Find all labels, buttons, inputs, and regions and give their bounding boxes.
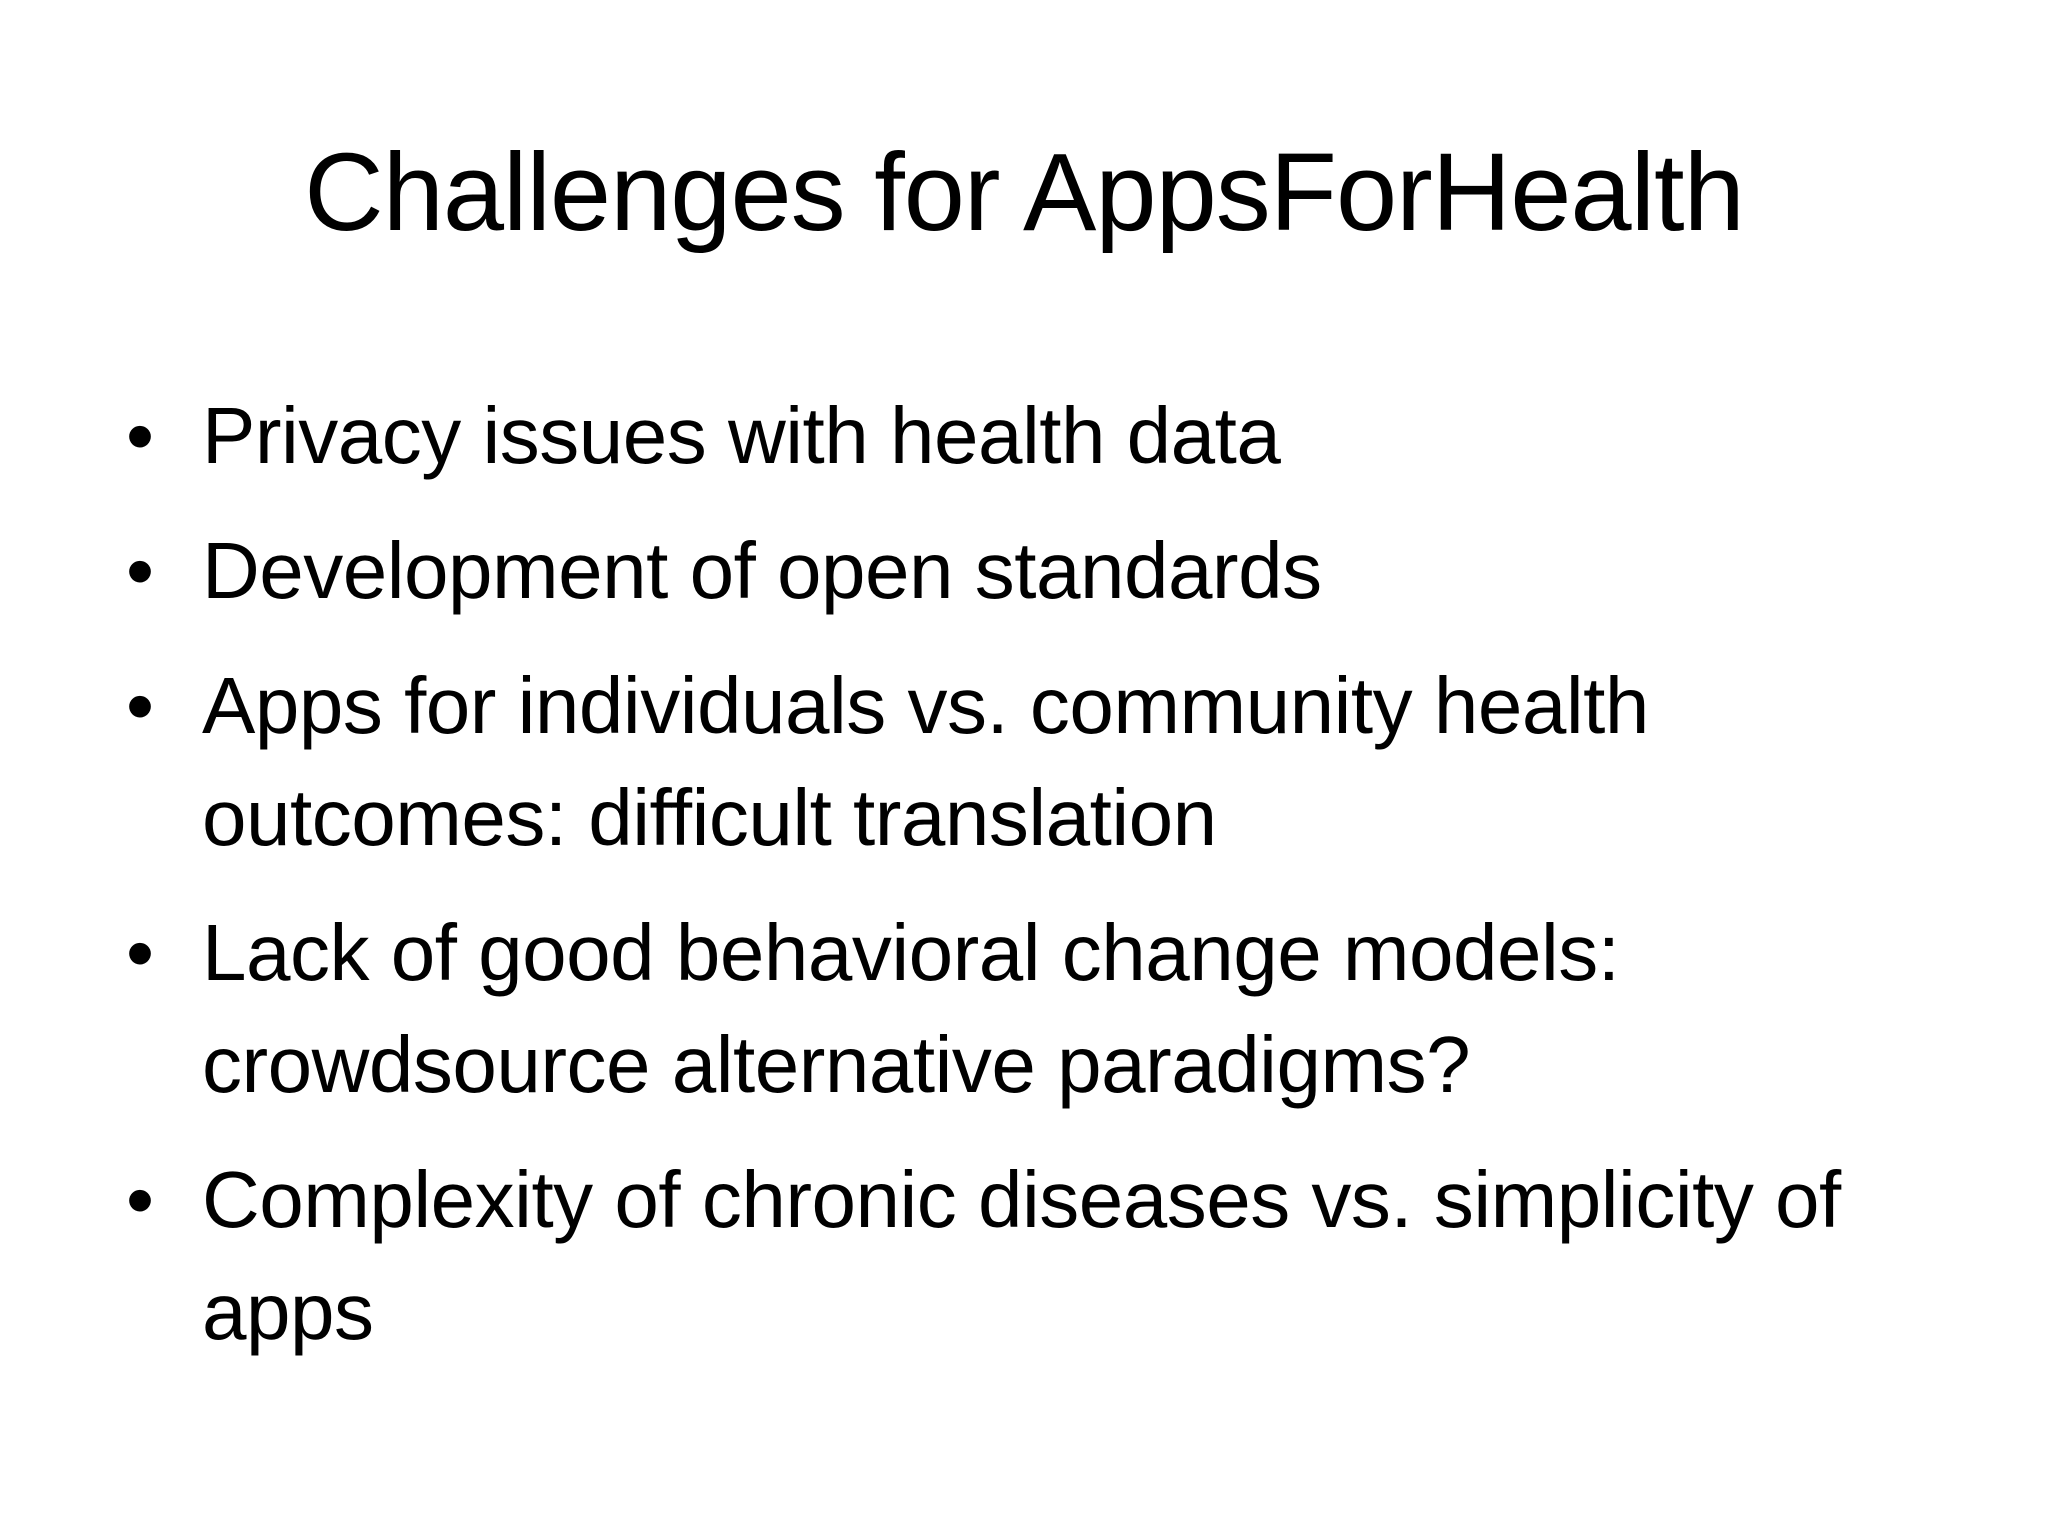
bullet-text: Apps for individuals vs. community health outcomes: difficult translation: [202, 661, 1649, 862]
bullet-item-complexity: [120, 1144, 1950, 1368]
bullet-icon: •: [126, 661, 154, 750]
bullet-item-privacy: [120, 380, 1950, 492]
bullet-item-standards: [120, 515, 1950, 627]
bullet-item-individuals-vs-community: [120, 650, 1950, 874]
bullet-text: Development of open standards: [202, 526, 1322, 615]
bullet-icon: •: [126, 391, 154, 480]
bullet-icon: •: [126, 1155, 154, 1244]
bullet-icon: •: [126, 908, 154, 997]
slide-title: Challenges for AppsForHealth: [304, 131, 1744, 254]
bullet-text: Complexity of chronic diseases vs. simplicity of apps: [202, 1155, 1841, 1356]
bullet-text: Privacy issues with health data: [202, 391, 1281, 480]
bullet-text: Lack of good behavioral change models: crowdsource alternative paradigms?: [202, 908, 1620, 1109]
bullet-list: [120, 380, 1950, 1391]
bullet-item-behavioral-models: [120, 897, 1950, 1121]
bullet-icon: •: [126, 526, 154, 615]
